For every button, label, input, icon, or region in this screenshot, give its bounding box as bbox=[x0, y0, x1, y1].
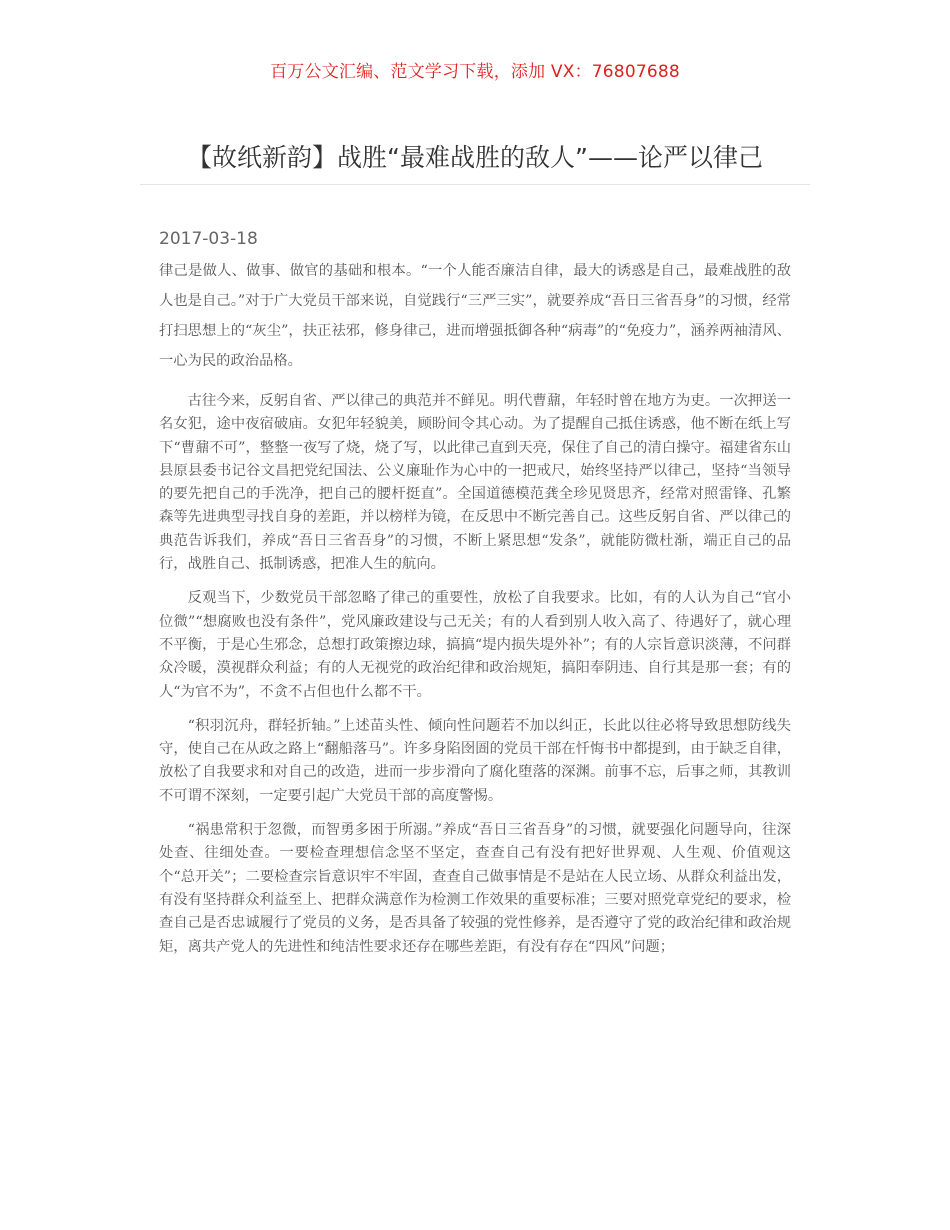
paragraph: 律己是做人、做事、做官的基础和根本。“一个人能否廉洁自律，最大的诱惑是自己，最难战胜的敌人也是自己。”对于广大党员干部来说，自觉践行“三严三实”，就要养成“吾日三省吾身”的习惯，经常打扫思想上的“灰尘”，扶正祛邪，修身律己，进而增强抵御各种“病毒”的“免疫力”，涵养两袖清风、一心为民的政治品格。 bbox=[159, 263, 791, 369]
paragraph: “祸患常积于忽微，而智勇多困于所溺。”养成“吾日三省吾身”的习惯，就要强化问题导向，往深处查、往细处查。一要检查理想信念坚不坚定，查查自己有没有把好世界观、人生观、价值观这个“总开关”；二要检查宗旨意识牢不牢固，查查自己做事情是不是站在人民立场、从群众利益出发，有没有坚持群众利益至上、把群众满意作为检测工作效果的重要标准；三要对照党章党纪的要求，检查自己是否忠诚履行了党员的义务，是否具备了较强的党性修养，是否遵守了党的政治纪律和政治规矩，离共产党人的先进性和纯洁性要求还存在哪些差距，有没有存在“四风”问题； bbox=[159, 822, 791, 955]
paragraph: 古往今来，反躬自省、严以律己的典范并不鲜见。明代曹鼐，年轻时曾在地方为吏。一次押送一名女犯，途中夜宿破庙。女犯年轻貌美，顾盼间令其心动。为了提醒自己抵住诱惑，他不断在纸上写下“曹鼐不可”，整整一夜写了烧，烧了写，以此律己直到天亮，保住了自己的清白操守。福建省东山县原县委书记谷文昌把党纪国法、公义廉耻作为心中的一把戒尺，始终坚持严以律己，坚持“当领导的要先把自己的手洗净，把自己的腰杆挺直”。全国道德模范龚全珍见贤思齐，经常对照雷锋、孔繁森等先进典型寻找自身的差距，并以榜样为镜，在反思中不断完善自己。这些反躬自省、严以律己的典范告诉我们，养成“吾日三省吾身”的习惯，不断上紧思想“发条”，就能防微杜渐，端正自己的品行，战胜自己、抵制诱惑，把准人生的航向。 bbox=[159, 393, 791, 573]
paragraph: 反观当下，少数党员干部忽略了律己的重要性，放松了自我要求。比如，有的人认为自己“官小位微”“想腐败也没有条件”，党风廉政建设与己无关；有的人看到别人收入高了、待遇好了，就心理不平衡，于是心生邪念，总想打政策擦边球，搞搞“堤内损失堤外补”；有的人宗旨意识淡薄，不问群众冷暖，漠视群众利益；有的人无视党的政治纪律和政治规矩，搞阳奉阴违、自行其是那一套；有的人“为官不为”，不贪不占但也什么都不干。 bbox=[159, 590, 791, 700]
article-title: 【故纸新韵】战胜“最难战胜的敌人”——论严以律己 bbox=[187, 143, 763, 172]
paragraph: “积羽沉舟，群轻折轴。”上述苗头性、倾向性问题若不加以纠正，长此以往必将导致思想防线失守，使自己在从政之路上“翻船落马”。许多身陷囹圄的党员干部在忏悔书中都提到，由于缺乏自律，放松了自我要求和对自己的改造，进而一步步滑向了腐化堕落的深渊。前事不忘，后事之师，其教训不可谓不深刻，一定要引起广大党员干部的高度警惕。 bbox=[159, 717, 791, 804]
title-divider bbox=[140, 184, 810, 185]
download-banner: 百万公文汇编、范文学习下载，添加 VX：76807688 bbox=[270, 62, 680, 82]
publish-date: 2017-03-18 bbox=[159, 229, 258, 249]
article-body bbox=[159, 256, 791, 970]
